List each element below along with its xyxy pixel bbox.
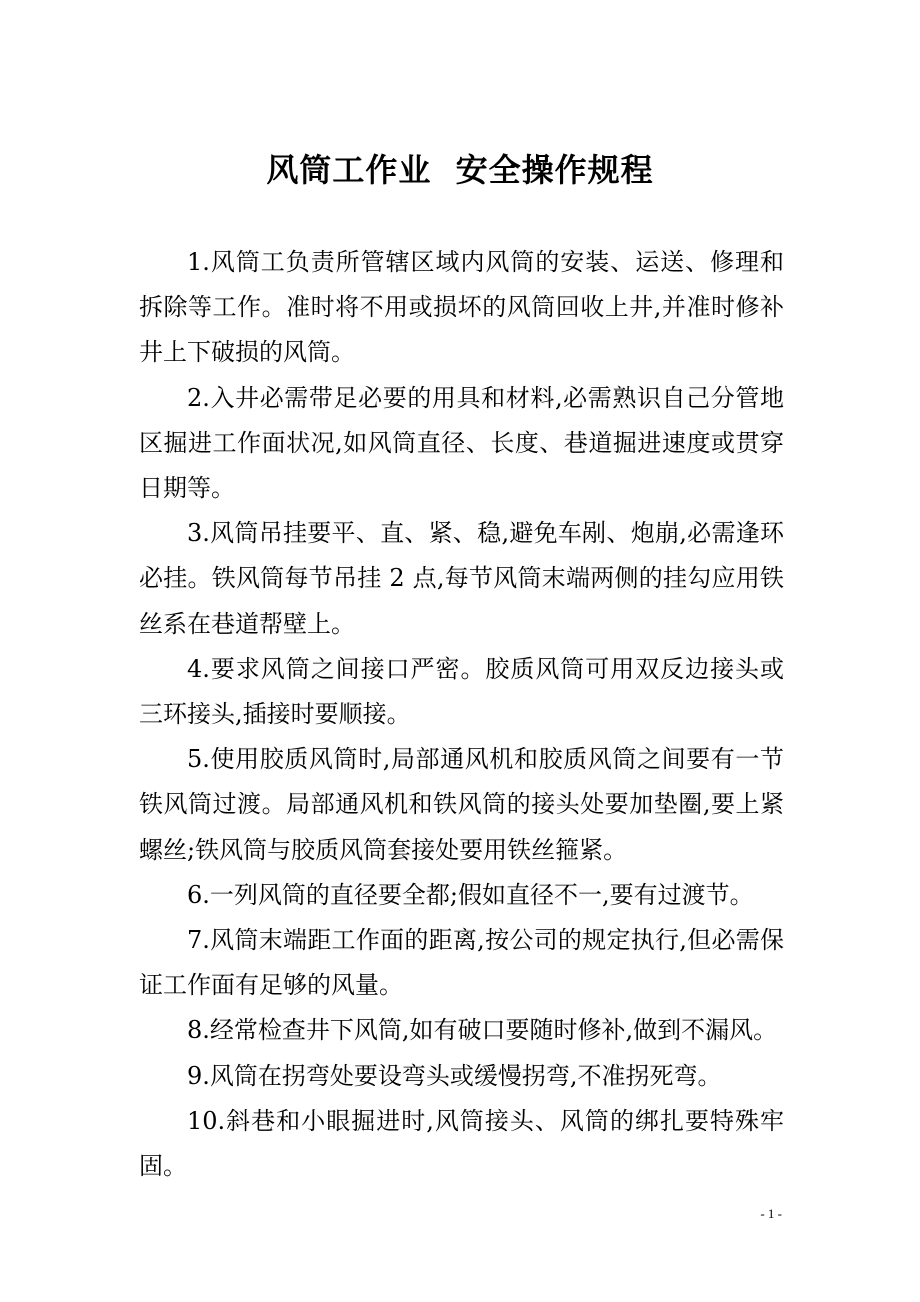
paragraph-8: 8.经常检查井下风筒,如有破口要随时修补,做到不漏风。 [187, 1016, 778, 1045]
paragraph-10: 10.斜巷和小眼掘进时,风筒接头、风筒的绑扎要特殊牢固。 [139, 1106, 784, 1181]
paragraph-9: 9.风筒在拐弯处要设弯头或缓慢拐弯,不准拐死弯。 [187, 1061, 722, 1090]
page-number: - 1 - [760, 1206, 782, 1221]
paragraph-7: 7.风筒末端距工作面的距离,按公司的规定执行,但必需保证工作面有足够的风量。 [139, 926, 784, 1000]
document-body [139, 240, 784, 1189]
paragraph-6: 6.一列风筒的直径要全都;假如直径不一,要有过渡节。 [187, 880, 754, 909]
paragraph-1: 1.风筒工负责所管辖区域内风筒的安装、运送、修理和拆除等工作。准时将不用或损坏的风筒回收上井,并准时修补井上下破损的风筒。 [139, 248, 784, 367]
paragraph-3: 3.风筒吊挂要平、直、紧、稳,避免车剐、炮崩,必需逢环必挂。铁风筒每节吊挂 2 点,每节风筒末端两侧的挂勾应用铁丝系在巷道帮壁上。 [139, 519, 784, 638]
paragraph-5: 5.使用胶质风筒时,局部通风机和胶质风筒之间要有一节铁风筒过渡。局部通风机和铁风筒的接头处要加垫圈,要上紧螺丝;铁风筒与胶质风筒套接处要用铁丝箍紧。 [139, 745, 784, 864]
paragraph-4: 4.要求风筒之间接口严密。胶质风筒可用双反边接头或三环接头,插接时要顺接。 [139, 654, 784, 729]
document-title: 风筒工作业 安全操作规程 [266, 151, 654, 190]
paragraph-2: 2.入井必需带足必要的用具和材料,必需熟识自己分管地区掘进工作面状况,如风筒直径、长度、巷道掘进速度或贯穿日期等。 [139, 383, 784, 503]
